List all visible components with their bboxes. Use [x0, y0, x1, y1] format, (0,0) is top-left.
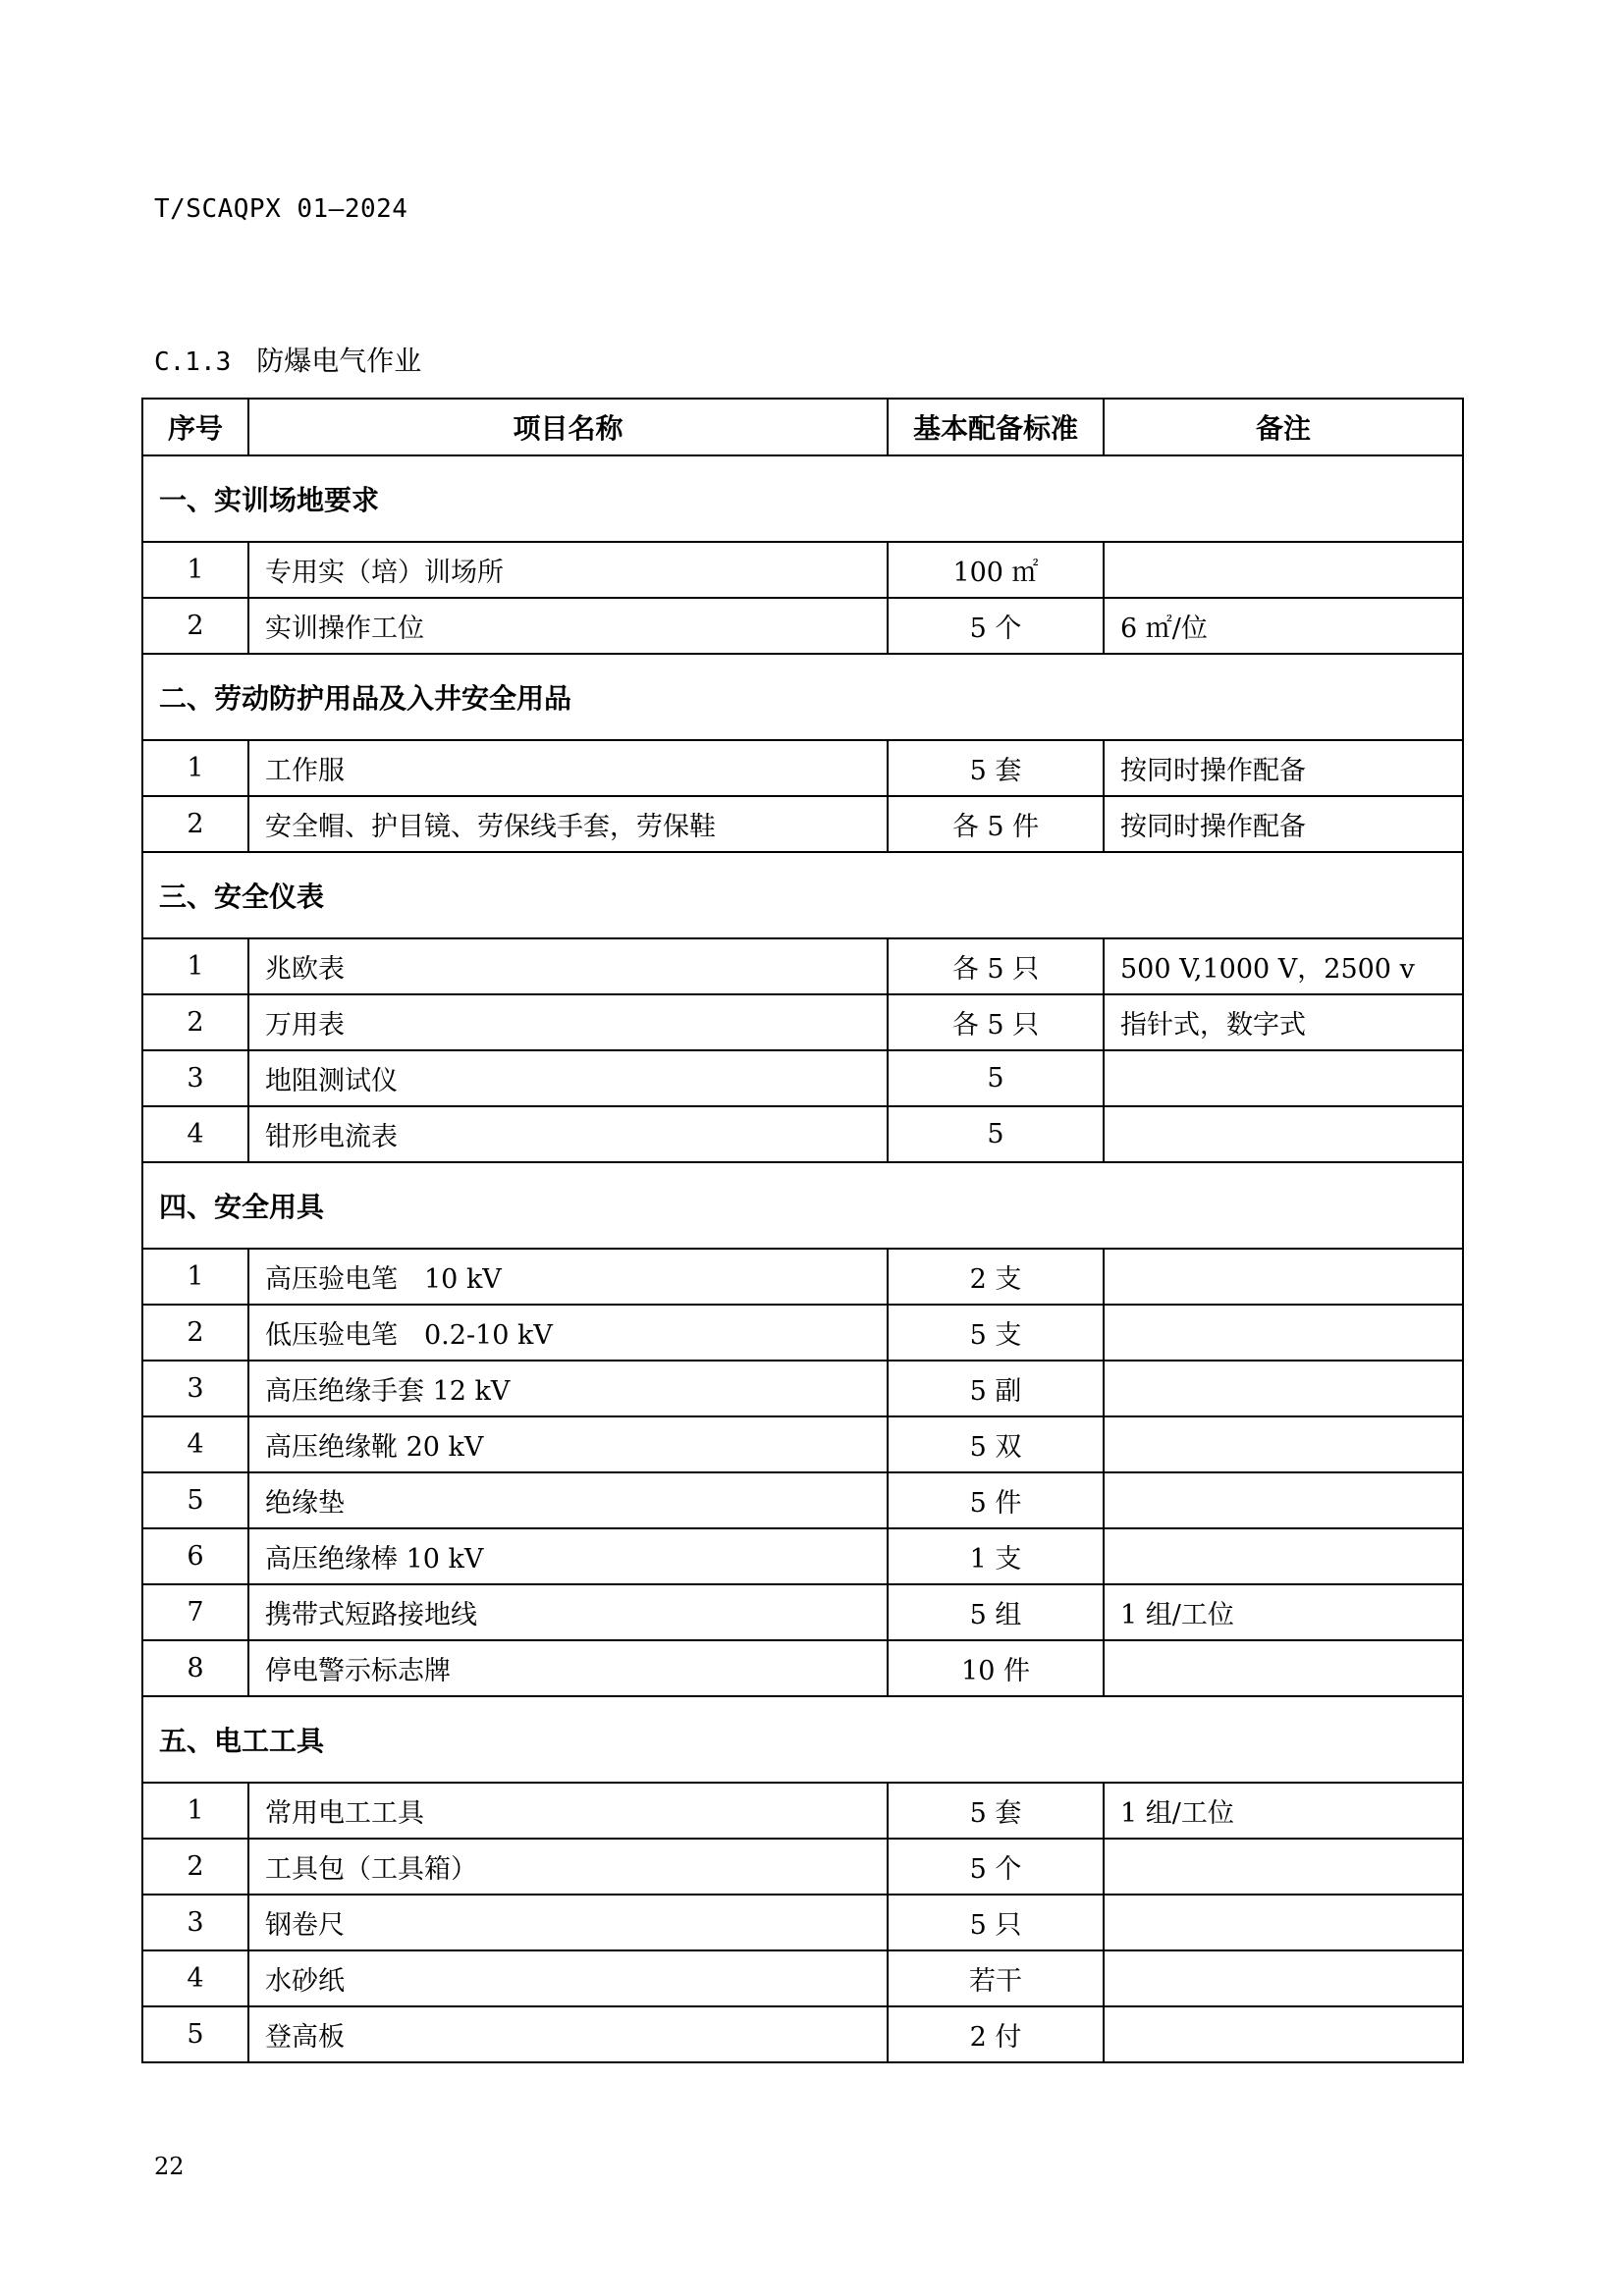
row-index: 1 — [142, 542, 248, 598]
category-row — [142, 455, 1463, 542]
item-standard: 5 组 — [888, 1584, 1104, 1640]
item-name: 钳形电流表 — [248, 1106, 888, 1162]
table-row — [142, 1249, 1463, 1305]
item-name: 停电警示标志牌 — [248, 1640, 888, 1696]
row-index: 3 — [142, 1050, 248, 1106]
item-name: 钢卷尺 — [248, 1895, 888, 1950]
table-row — [142, 1839, 1463, 1895]
row-index: 3 — [142, 1361, 248, 1416]
item-name: 工作服 — [248, 740, 888, 796]
category-row — [142, 1696, 1463, 1783]
item-remark — [1104, 1839, 1463, 1895]
item-remark — [1104, 2006, 1463, 2062]
item-standard: 10 件 — [888, 1640, 1104, 1696]
row-index: 1 — [142, 1783, 248, 1839]
item-standard: 2 支 — [888, 1249, 1104, 1305]
item-name: 高压绝缘手套 12 kV — [248, 1361, 888, 1416]
item-remark: 1 组/工位 — [1104, 1783, 1463, 1839]
document-code: T/SCAQPX 01—2024 — [154, 194, 408, 224]
row-index: 4 — [142, 1106, 248, 1162]
item-remark: 按同时操作配备 — [1104, 796, 1463, 852]
item-standard: 5 副 — [888, 1361, 1104, 1416]
item-name: 安全帽、护目镜、劳保线手套，劳保鞋 — [248, 796, 888, 852]
row-index: 5 — [142, 2006, 248, 2062]
item-standard: 100 ㎡ — [888, 542, 1104, 598]
category-row — [142, 852, 1463, 938]
item-name: 高压验电笔 10 kV — [248, 1249, 888, 1305]
item-remark: 1 组/工位 — [1104, 1584, 1463, 1640]
item-remark: 6 ㎡/位 — [1104, 598, 1463, 654]
item-remark — [1104, 1640, 1463, 1696]
category-title: 一、实训场地要求 — [142, 455, 1463, 542]
row-index: 3 — [142, 1895, 248, 1950]
table-row — [142, 1416, 1463, 1472]
item-name: 登高板 — [248, 2006, 888, 2062]
item-remark — [1104, 542, 1463, 598]
table-row — [142, 796, 1463, 852]
item-remark — [1104, 1249, 1463, 1305]
column-header-item-name: 项目名称 — [248, 399, 888, 455]
table-row — [142, 1895, 1463, 1950]
category-title: 五、电工工具 — [142, 1696, 1463, 1783]
row-index: 2 — [142, 796, 248, 852]
row-index: 7 — [142, 1584, 248, 1640]
section-title-text: 防爆电气作业 — [256, 345, 422, 377]
item-standard: 5 个 — [888, 598, 1104, 654]
item-standard: 各 5 件 — [888, 796, 1104, 852]
category-row — [142, 654, 1463, 740]
item-name: 常用电工工具 — [248, 1783, 888, 1839]
equipment-table — [141, 398, 1464, 2063]
row-index: 2 — [142, 1839, 248, 1895]
table-row — [142, 1640, 1463, 1696]
item-standard: 5 套 — [888, 740, 1104, 796]
item-name: 专用实（培）训场所 — [248, 542, 888, 598]
item-name: 高压绝缘棒 10 kV — [248, 1528, 888, 1584]
row-index: 6 — [142, 1528, 248, 1584]
item-remark — [1104, 1416, 1463, 1472]
item-name: 高压绝缘靴 20 kV — [248, 1416, 888, 1472]
table-row — [142, 740, 1463, 796]
item-standard: 各 5 只 — [888, 994, 1104, 1050]
row-index: 1 — [142, 938, 248, 994]
item-name: 低压验电笔 0.2-10 kV — [248, 1305, 888, 1361]
table-row — [142, 1783, 1463, 1839]
item-standard: 5 套 — [888, 1783, 1104, 1839]
table-header-row — [142, 399, 1463, 455]
item-standard: 2 付 — [888, 2006, 1104, 2062]
category-title: 二、劳动防护用品及入井安全用品 — [142, 654, 1463, 740]
category-title: 三、安全仪表 — [142, 852, 1463, 938]
table-row — [142, 1305, 1463, 1361]
row-index: 4 — [142, 1950, 248, 2006]
table-row — [142, 994, 1463, 1050]
item-standard: 各 5 只 — [888, 938, 1104, 994]
page-number: 22 — [154, 2153, 185, 2180]
section-number: C.1.3 — [154, 347, 232, 377]
item-remark — [1104, 1472, 1463, 1528]
item-standard: 5 件 — [888, 1472, 1104, 1528]
table-row — [142, 2006, 1463, 2062]
item-name: 工具包（工具箱） — [248, 1839, 888, 1895]
item-name: 兆欧表 — [248, 938, 888, 994]
item-remark — [1104, 1106, 1463, 1162]
category-row — [142, 1162, 1463, 1249]
row-index: 2 — [142, 994, 248, 1050]
table-body — [142, 455, 1463, 2062]
row-index: 2 — [142, 1305, 248, 1361]
row-index: 1 — [142, 1249, 248, 1305]
item-standard: 5 — [888, 1106, 1104, 1162]
table-row — [142, 1528, 1463, 1584]
row-index: 4 — [142, 1416, 248, 1472]
item-remark: 500 V,1000 V，2500 v — [1104, 938, 1463, 994]
row-index: 5 — [142, 1472, 248, 1528]
item-remark: 按同时操作配备 — [1104, 740, 1463, 796]
item-standard: 若干 — [888, 1950, 1104, 2006]
item-name: 绝缘垫 — [248, 1472, 888, 1528]
item-standard: 5 双 — [888, 1416, 1104, 1472]
item-remark — [1104, 1895, 1463, 1950]
row-index: 8 — [142, 1640, 248, 1696]
item-name: 地阻测试仪 — [248, 1050, 888, 1106]
item-remark — [1104, 1950, 1463, 2006]
item-name: 水砂纸 — [248, 1950, 888, 2006]
item-remark: 指针式，数字式 — [1104, 994, 1463, 1050]
column-header-index: 序号 — [142, 399, 248, 455]
item-remark — [1104, 1050, 1463, 1106]
item-standard: 5 个 — [888, 1839, 1104, 1895]
item-name: 实训操作工位 — [248, 598, 888, 654]
table-row — [142, 1584, 1463, 1640]
item-remark — [1104, 1528, 1463, 1584]
column-header-remarks: 备注 — [1104, 399, 1463, 455]
item-standard: 1 支 — [888, 1528, 1104, 1584]
table-row — [142, 1950, 1463, 2006]
table-row — [142, 1472, 1463, 1528]
item-standard: 5 支 — [888, 1305, 1104, 1361]
table-row — [142, 1050, 1463, 1106]
item-name: 万用表 — [248, 994, 888, 1050]
section-heading — [154, 340, 421, 379]
item-name: 携带式短路接地线 — [248, 1584, 888, 1640]
category-title: 四、安全用具 — [142, 1162, 1463, 1249]
column-header-standard: 基本配备标准 — [888, 399, 1104, 455]
item-standard: 5 只 — [888, 1895, 1104, 1950]
row-index: 2 — [142, 598, 248, 654]
table-row — [142, 1106, 1463, 1162]
item-remark — [1104, 1305, 1463, 1361]
table-row — [142, 938, 1463, 994]
table-row — [142, 598, 1463, 654]
row-index: 1 — [142, 740, 248, 796]
item-standard: 5 — [888, 1050, 1104, 1106]
table-row — [142, 1361, 1463, 1416]
table-row — [142, 542, 1463, 598]
item-remark — [1104, 1361, 1463, 1416]
